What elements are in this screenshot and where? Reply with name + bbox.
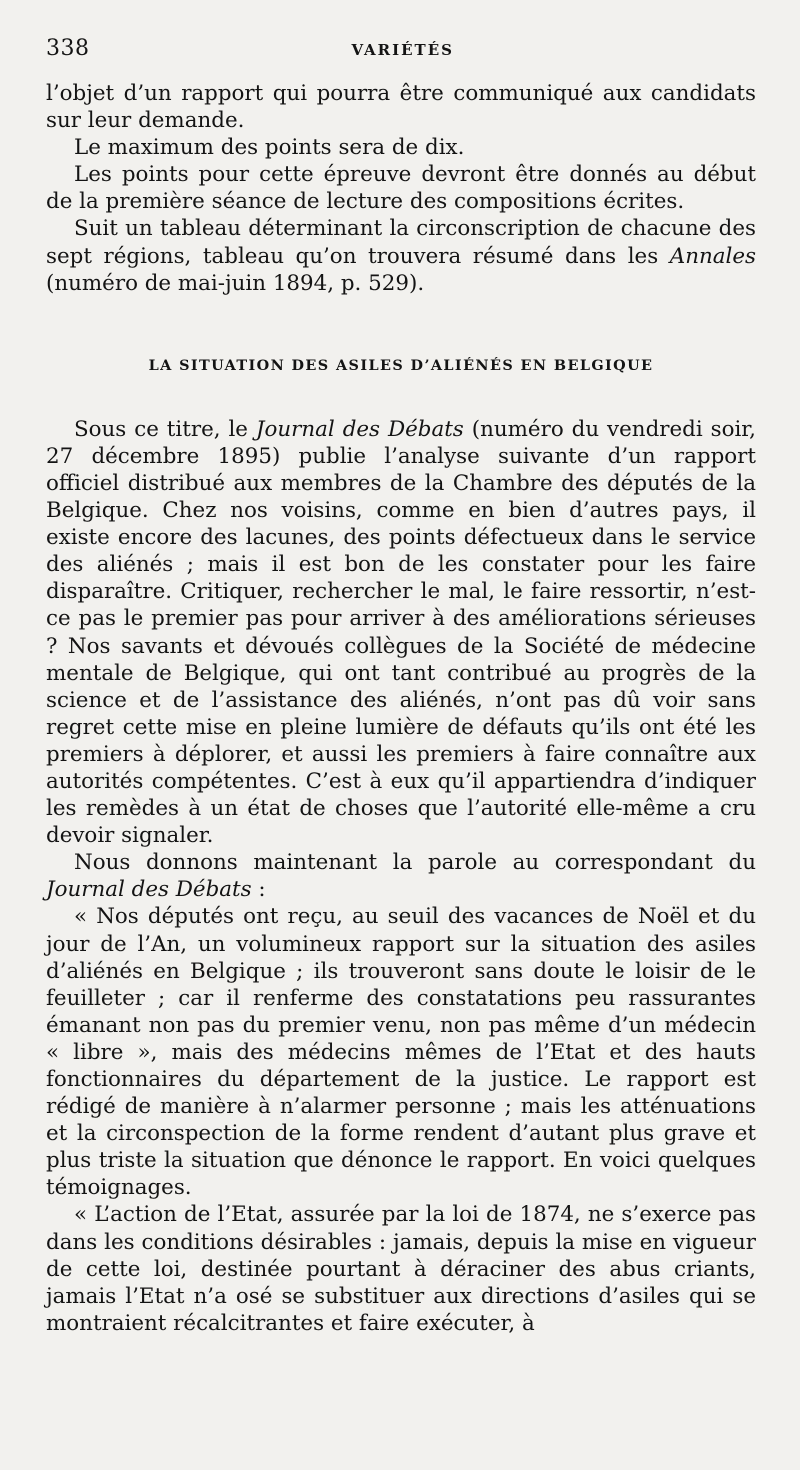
section-heading: LA SITUATION DES ASILES D’ALIÉNÉS EN BELGIQUE [148, 356, 654, 374]
paragraph-quote-1: « Nos députés ont reçu, au seuil des vacances de Noël et du jour de l’An, un volumineux rapport sur la situation des asiles d’aliénés en Belgique ; ils trouveront sans doute le loisir de le feuilleter ; car il renferme des constatations peu rassurantes émanant non pas du premier venu, non pas même d’un médecin « libre », mais des médecins mêmes de l’Etat et des hauts fonctionnaires du département de la justice. Le rapport est rédigé de manière à n’alarmer personne ; mais les atténuations et la circonspection de la forme rendent d’autant plus grave et plus triste la situation que dénonce le rapport. En voici quelques témoignages. [46, 904, 756, 1201]
paragraph-points-timing: Les points pour cette épreuve devront être donnés au début de la première séance de lecture des compositions écrites. [46, 162, 756, 215]
body-text [46, 80, 756, 1337]
journal-title-1: Journal des Débats [255, 416, 464, 442]
correspondent-text-a: Nous donnons maintenant la parole au correspondant du [74, 850, 756, 876]
regions-text-a: Suit un tableau déterminant la circonscription de chacune des sept régions, tableau qu’on trouvera résumé dans les [46, 216, 756, 269]
intro-text-b: (numéro du vendredi soir, 27 décembre 1895) publie l’analyse suivante d’un rapport officiel distribué aux membres de la Chambre des députés de la Belgique. Chez nos voisins, comme en bien d’autres pays, il existe encore des lacunes, des points défectueux dans le service des aliénés ; mais il est bon de les constater pour les faire disparaître. Critiquer, rechercher le mal, le faire ressortir, n’est-ce pas le premier pas pour arriver à des améliorations sérieuses ? Nos savants et dévoués collègues de la Société de médecine mentale de Belgique, qui ont tant contribué au progrès de la science et de l’assistance des aliénés, n’ont pas dû voir sans regret cette mise en pleine lumière de défauts qu’ils ont été les premiers à déplorer, et aussi les premiers à faire connaître aux autorités compétentes. C’est à eux qu’il appartiendra d’indiquer les remèdes à un état de choses que l’autorité elle-même a cru devoir signaler. [46, 416, 756, 849]
paragraph-intro [46, 416, 756, 850]
paragraph-quote-2: « L’action de l’Etat, assurée par la loi de 1874, ne s’exerce pas dans les conditions désirables : jamais, depuis la mise en vigueur de cette loi, destinée pourtant à déraciner des abus criants, jamais l’Etat n’a osé se substituer aux directions d’asiles qui se montraient récalcitrantes et faire exécuter, à [46, 1202, 756, 1336]
journal-title-2: Journal des Débats [46, 877, 252, 903]
paragraph-regions-table [46, 215, 756, 296]
paragraph-correspondent [46, 849, 756, 903]
correspondent-text-b: : [258, 877, 266, 903]
running-head: VARIÉTÉS [351, 41, 454, 59]
intro-text-a: Sous ce titre, le [74, 416, 248, 442]
paragraph-maximum-points: Le maximum des points sera de dix. [74, 135, 465, 161]
page-number: 338 [46, 36, 90, 61]
regions-text-b: (numéro de mai-juin 1894, p. 529). [46, 270, 425, 296]
page-header [46, 36, 756, 80]
paragraph-continuation: l’objet d’un rapport qui pourra être communiqué aux candidats sur leur demande. [46, 81, 756, 134]
annales-title: Annales [669, 243, 756, 269]
